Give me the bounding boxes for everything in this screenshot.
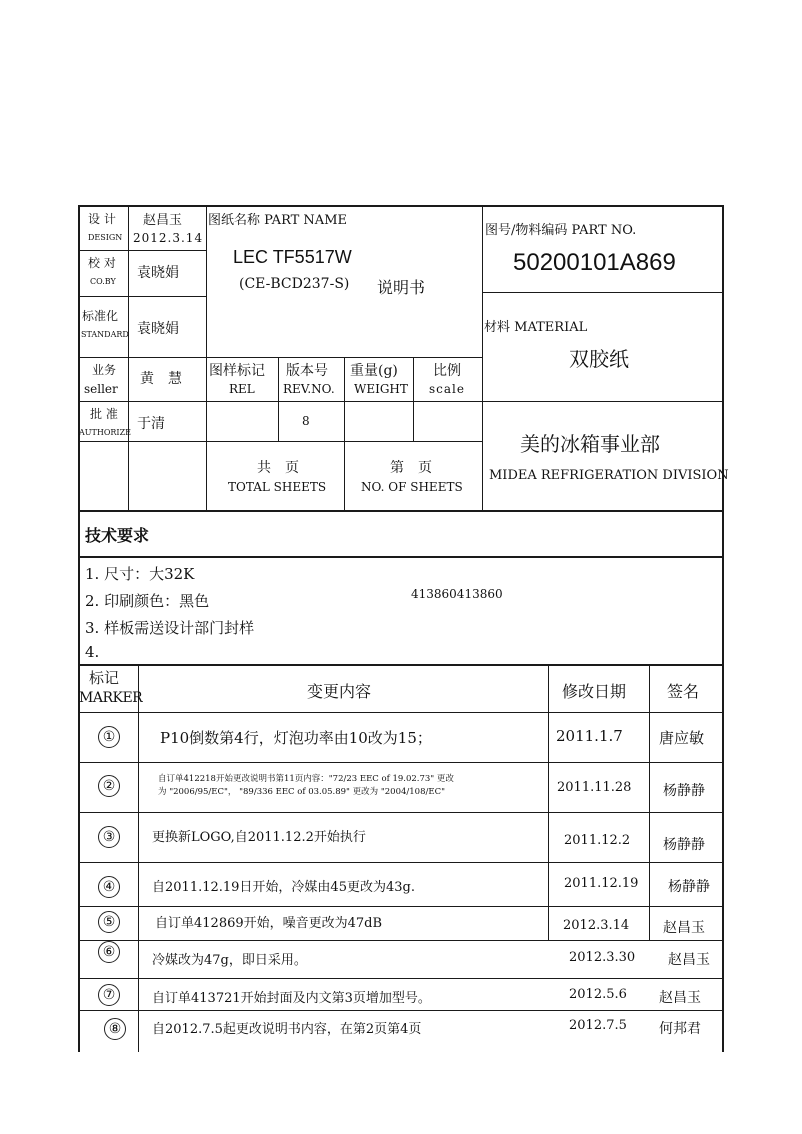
- tech-item-4: 4.: [85, 643, 100, 661]
- part-no-label: 图号/物料编码 PART NO.: [485, 223, 637, 238]
- row-6-content: 冷媒改为47g，即日采用。: [152, 953, 307, 968]
- row-5-content: 自订单412869开始，噪音更改为47dB: [155, 916, 383, 931]
- auth-name: 于清: [137, 416, 165, 432]
- marker-7: ⑦: [98, 984, 120, 1006]
- std-name: 袁晓娟: [137, 321, 179, 337]
- rev-label-cn: 版本号: [286, 363, 328, 379]
- row-2-content: 自订单412218开始更改说明书第11页内容："72/23 EEC of 19.02.73" 更改: [158, 774, 454, 784]
- header-date: 修改日期: [562, 682, 627, 701]
- marker-3: ③: [98, 826, 120, 848]
- marker-1: ①: [98, 726, 120, 748]
- header-content: 变更内容: [307, 682, 372, 701]
- row-5-date: 2012.3.14: [563, 918, 630, 933]
- row-5-sign: 赵昌玉: [663, 920, 705, 936]
- rev-label-en: REV.NO.: [283, 382, 335, 396]
- marker-6: ⑥: [98, 941, 120, 963]
- std-label-cn: 标准化: [82, 309, 119, 323]
- seller-label-en: seller: [84, 382, 118, 396]
- row-1-sign: 唐应敏: [659, 729, 705, 747]
- row-2-content-2: 为 "2006/95/EC"， "89/336 EEC of 03.05.89" 更改为 "2004/108/EC": [158, 787, 445, 797]
- material-label: 材料 MATERIAL: [484, 320, 588, 335]
- row-8-sign: 何邦君: [659, 1021, 701, 1037]
- total-sheets-cn: 共 页: [257, 460, 299, 476]
- row-1-content: P10倒数第4行，灯泡功率由10改为15；: [160, 729, 432, 747]
- auth-label-en: AUTHORIZE: [79, 428, 131, 437]
- division-cn: 美的冰箱事业部: [520, 432, 660, 456]
- marker-2: ②: [98, 775, 120, 797]
- row-2-date: 2011.11.28: [557, 780, 632, 795]
- seller-name: 黄 慧: [140, 371, 182, 387]
- design-label-en: DESIGN: [88, 233, 123, 242]
- std-label-en: STANDARD: [81, 330, 129, 339]
- division-en: MIDEA REFRIGERATION DIVISION: [489, 468, 729, 483]
- design-name: 赵昌玉: [143, 213, 183, 228]
- sheet-no-en: NO. OF SHEETS: [361, 480, 463, 494]
- rev-value: 8: [302, 414, 310, 428]
- check-label-cn: 校 对: [88, 256, 116, 270]
- row-4-content: 自2011.12.19日开始，冷媒由45更改为43g.: [152, 880, 415, 895]
- row-3-content: 更换新LOGO,自2011.12.2开始执行: [152, 830, 366, 845]
- row-6-date: 2012.3.30: [569, 950, 636, 965]
- total-sheets-en: TOTAL SHEETS: [228, 480, 327, 494]
- scale-label-en: scale: [429, 382, 465, 396]
- row-3-date: 2011.12.2: [564, 833, 631, 848]
- header-marker-cn: 标记: [89, 669, 120, 687]
- part-name-line1: LEC TF5517W: [233, 247, 352, 267]
- row-2-sign: 杨静静: [663, 783, 705, 799]
- rel-label-cn: 图样标记: [209, 363, 265, 379]
- row-8-content: 自2012.7.5起更改说明书内容，在第2页第4页: [152, 1022, 422, 1037]
- tech-item-1: 1. 尺寸：大32K: [85, 565, 195, 583]
- row-6-sign: 赵昌玉: [668, 952, 710, 968]
- design-label-cn: 设 计: [88, 212, 116, 226]
- row-7-sign: 赵昌玉: [659, 990, 701, 1006]
- check-name: 袁晓娟: [137, 265, 179, 281]
- row-4-date: 2011.12.19: [564, 876, 639, 891]
- part-name-label: 图纸名称 PART NAME: [208, 213, 348, 228]
- tech-item-3: 3. 样板需送设计部门封样: [85, 619, 255, 637]
- material-value: 双胶纸: [569, 347, 629, 371]
- header-sign: 签名: [667, 682, 700, 701]
- row-1-date: 2011.1.7: [556, 727, 623, 745]
- weight-label-cn: 重量(g): [350, 363, 398, 379]
- marker-5: ⑤: [98, 911, 120, 933]
- auth-label-cn: 批 准: [90, 407, 118, 421]
- tech-item-2: 2. 印刷颜色：黑色: [85, 592, 210, 610]
- part-name-line2: (CE-BCD237-S): [239, 276, 350, 292]
- scale-label-cn: 比例: [433, 363, 461, 379]
- design-date: 2012.3.14: [133, 231, 204, 245]
- rel-label-en: REL: [229, 382, 255, 396]
- seller-label-cn: 业务: [92, 363, 117, 377]
- weight-label-en: WEIGHT: [354, 382, 408, 396]
- stray-number: 413860413860: [411, 587, 503, 601]
- row-3-sign: 杨静静: [663, 837, 705, 853]
- row-8-date: 2012.7.5: [569, 1018, 627, 1033]
- row-4-sign: 杨静静: [668, 879, 710, 895]
- sheet-no-cn: 第 页: [390, 460, 432, 476]
- check-label-en: CO.BY: [90, 277, 116, 286]
- header-marker-en: MARKER: [79, 690, 143, 706]
- row-7-content: 自订单413721开始封面及内文第3页增加型号。: [152, 991, 431, 1006]
- part-name-suffix: 说明书: [377, 278, 426, 297]
- marker-4: ④: [98, 876, 120, 898]
- marker-8: ⑧: [104, 1018, 126, 1040]
- row-7-date: 2012.5.6: [569, 987, 627, 1002]
- part-no-value: 50200101A869: [513, 249, 676, 276]
- tech-heading: 技术要求: [85, 526, 150, 545]
